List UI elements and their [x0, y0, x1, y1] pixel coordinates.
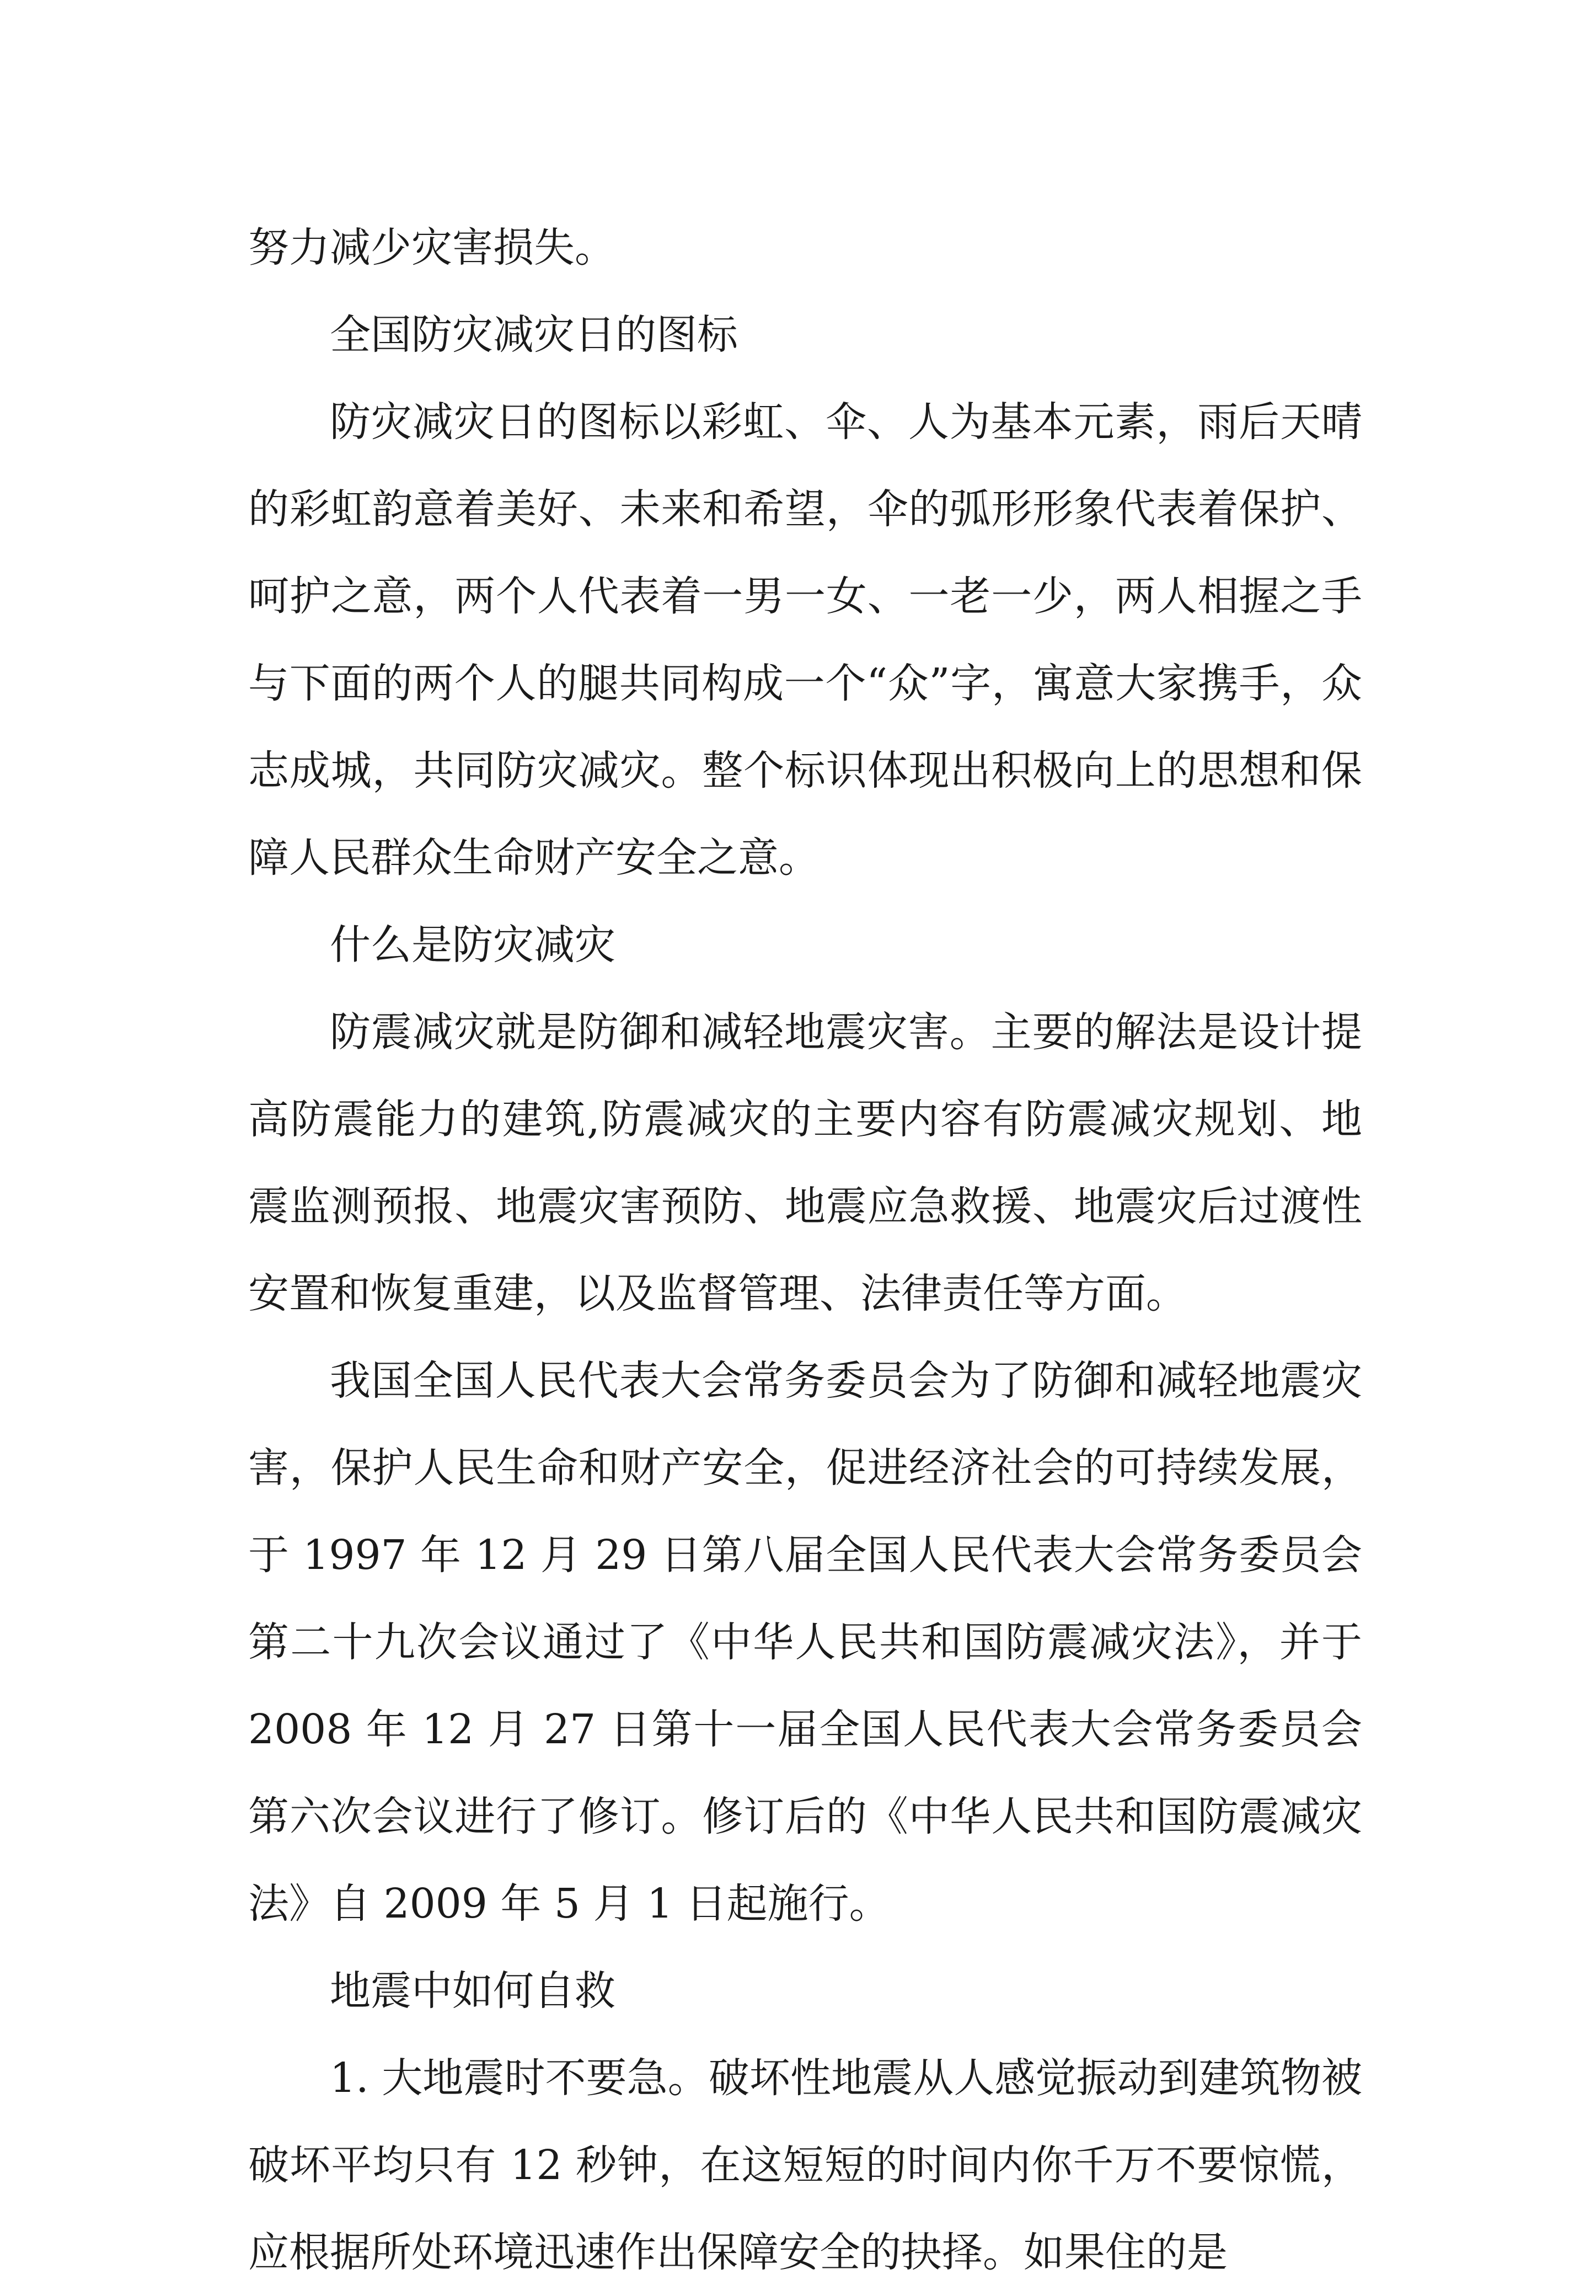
section-heading-logo: 全国防灾减灾日的图标 — [330, 311, 738, 359]
document-body — [248, 204, 1362, 2296]
section-heading-what-is: 什么是防灾减灾 — [330, 921, 615, 969]
paragraph-law: 我国全国人民代表大会常务委员会为了防御和减轻地震灾害，保护人民生命和财产安全，促进经济社会的可持续发展，于 1997 年 12 月 29 日第八届全国人民代表大会常务委员会第二十九次会议通过了《中华人民共和国防震减灾法》，并于 2008 年 12 月 27 日第十一届全国人民代表大会常务委员会第六次会议进行了修订。修订后的《中华人民共和国防震减灾法》自 2009 年 5 月 1 日起施行。 — [248, 1357, 1362, 1927]
paragraph-definition: 防震减灾就是防御和减轻地震灾害。主要的解法是设计提高防震能力的建筑,防震减灾的主要内容有防震减灾规划、地震监测预报、地震灾害预防、地震应急救援、地震灾后过渡性安置和恢复重建，以及监督管理、法律责任等方面。 — [248, 1008, 1362, 1317]
paragraph-continuation: 努力减少灾害损失。 — [248, 224, 615, 271]
paragraph-self-rescue-1: 1. 大地震时不要急。破坏性地震从人感觉振动到建筑物被破坏平均只有 12 秒钟，在这短短的时间内你千万不要惊慌，应根据所处环境迅速作出保障安全的抉择。如果住的是 — [248, 2054, 1362, 2276]
paragraph-logo-description: 防灾减灾日的图标以彩虹、伞、人为基本元素，雨后天晴的彩虹韵意着美好、未来和希望，伞的弧形形象代表着保护、呵护之意，两个人代表着一男一女、一老一少，两人相握之手与下面的两个人的腿共同构成一个“众”字，寓意大家携手，众志成城，共同防灾减灾。整个标识体现出积极向上的思想和保障人民群众生命财产安全之意。 — [248, 398, 1362, 882]
section-heading-self-rescue: 地震中如何自救 — [330, 1967, 615, 2015]
